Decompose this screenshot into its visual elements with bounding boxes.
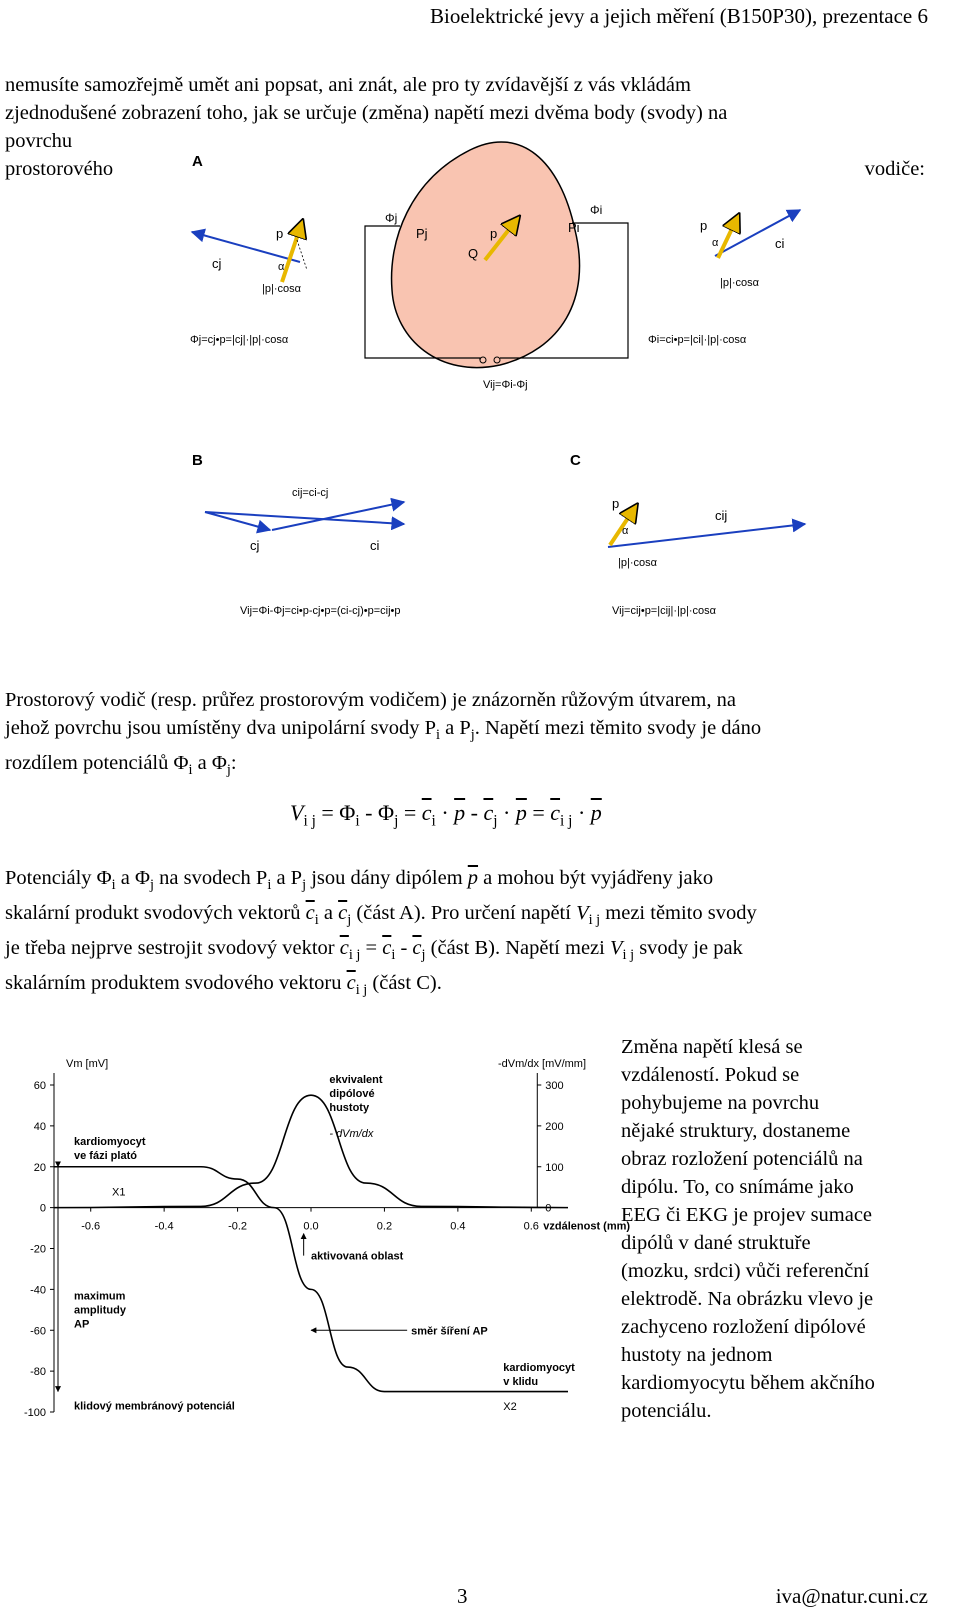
label-alpha-a: α <box>278 261 285 273</box>
text: (část B). Napětí mezi <box>425 937 610 960</box>
annotation-klid: kardiomyocyt <box>503 1362 575 1375</box>
annotation-dvdx: - dVm/dx <box>329 1128 374 1140</box>
text: a mohou být vyjádřeny jako <box>478 867 714 889</box>
subscript: j <box>302 877 307 894</box>
side-line: dipólu. To, co snímáme jako <box>621 1176 854 1198</box>
dipole-arrow-a <box>282 222 302 282</box>
chart-layer <box>24 1058 630 1419</box>
annotation-maximum: amplitudy <box>74 1304 126 1317</box>
subscript: j <box>421 947 426 964</box>
annotation-smer: směr šíření AP <box>411 1325 488 1338</box>
label-p-center: p <box>490 226 498 241</box>
label-q: Q <box>468 246 479 261</box>
eq-p: $\overline{p}$ <box>454 800 466 825</box>
vector-cij-b <box>272 502 404 530</box>
para2-line <box>5 864 925 899</box>
eq-cij: cij=ci-cj <box>292 487 329 499</box>
annotation-ekvivalent: hustoty <box>329 1102 370 1114</box>
subscript: j <box>150 877 154 894</box>
inline-p: $\overline{p}$ <box>467 867 479 889</box>
annotation-ekvivalent: dipólové <box>329 1088 375 1100</box>
text: a P <box>440 717 471 739</box>
intro-line-left: prostorového <box>5 158 114 180</box>
text: mezi těmito svody <box>600 902 757 925</box>
eq-sub: i j <box>303 812 316 830</box>
vector-cj-a <box>192 232 300 262</box>
text: a Φ <box>192 752 227 775</box>
subscript: i <box>391 947 396 964</box>
eq-text: - Φ <box>359 800 395 825</box>
eq-p: $\overline{p}$ <box>590 800 602 825</box>
subscript: i j <box>622 947 635 964</box>
subscript: i <box>314 912 319 929</box>
inline-c: $\overline{c}$ <box>338 902 348 925</box>
label-pcos-a: |p|·cosα <box>262 283 301 295</box>
text: jsou dány dipólem <box>306 867 468 889</box>
side-line: kardiomyocytu během akčního <box>621 1372 875 1394</box>
subscript: i j <box>588 912 601 929</box>
label-pi: Pi <box>568 220 580 235</box>
x-tick-label: -0.2 <box>228 1220 248 1233</box>
annotation-klid: v klidu <box>503 1376 539 1389</box>
label-phi-j: Φj <box>385 211 398 225</box>
side-line: pohybujeme na povrchu <box>621 1092 820 1114</box>
text: a Φ <box>115 867 150 889</box>
side-line: zachyceno rozložení dipólové <box>621 1316 866 1338</box>
side-line: vzdáleností. Pokud se <box>621 1064 800 1086</box>
para2-line <box>5 969 925 1004</box>
left-tick-label: -40 <box>30 1284 46 1297</box>
label-alpha-c: α <box>622 525 629 537</box>
label-cij-c: cij <box>715 508 728 523</box>
x-axis-label: vzdálenost (mm) <box>543 1220 631 1233</box>
eq-p: $\overline{p}$ <box>515 800 527 825</box>
para1-line <box>5 749 925 784</box>
eq-v: V <box>290 800 304 825</box>
main-equation <box>290 800 602 830</box>
text: skalárním produktem svodového vektoru <box>5 972 347 995</box>
text: je třeba nejprve sestrojit svodový vektor <box>5 937 340 960</box>
eq-right: Φi=ci•p=|ci|·|p|·cosα <box>648 334 747 346</box>
side-line: hustoty na jednom <box>621 1344 773 1366</box>
left-tick-label: 40 <box>33 1120 46 1133</box>
label-pcos-c: |p|·cosα <box>618 557 657 569</box>
inline-c: $\overline{c}$ <box>412 937 422 960</box>
eq-sub: j <box>493 812 498 830</box>
eq-c: $\overline{c}$ <box>550 800 561 825</box>
x-tick-label: 0.6 <box>523 1220 539 1233</box>
eq-c: $\overline{c}$ <box>483 800 494 825</box>
label-p-a: p <box>276 226 284 241</box>
para1-line: Prostorový vodič (resp. průřez prostorovým vodičem) je znázorněn růžovým útvarem, na <box>5 689 736 711</box>
dipole-density-chart <box>20 1050 631 1440</box>
inline-c: $\overline{c}$ <box>305 902 315 925</box>
annotation-klidovy: klidový membránový potenciál <box>74 1400 235 1413</box>
left-tick-label: -20 <box>30 1243 46 1256</box>
label-a: A <box>192 153 203 170</box>
subscript: j <box>347 912 352 929</box>
label-b: B <box>192 452 203 469</box>
text: . Napětí mezi těmito svody je dáno <box>474 717 762 739</box>
left-tick-label: 0 <box>39 1202 46 1215</box>
inline-c: $\overline{c}$ <box>339 937 349 960</box>
left-tick-label: -60 <box>30 1325 46 1338</box>
right-axis-label: -dVm/dx [mV/mm] <box>498 1058 587 1070</box>
running-header: Bioelektrické jevy a jejich měření (B150P30), prezentace 6 <box>430 4 928 28</box>
eq-sub: i j <box>560 812 573 830</box>
annotation-x1: X1 <box>112 1186 126 1199</box>
inline-c: $\overline{c}$ <box>382 937 392 960</box>
lead-vector-figure <box>0 0 960 640</box>
eq-c: Vij=cij•p=|cij|·|p|·cosα <box>612 605 716 617</box>
projection-line <box>297 240 307 270</box>
right-tick-label: 0 <box>545 1202 552 1215</box>
side-line: (mozku, srdci) vůči referenční <box>621 1260 870 1282</box>
eq-text: = <box>526 800 551 825</box>
label-c: C <box>570 452 581 469</box>
annotation-aktivovana: aktivovaná oblast <box>311 1250 404 1263</box>
x-tick-label: -0.4 <box>154 1220 174 1233</box>
right-tick-label: 200 <box>545 1120 564 1133</box>
eq-sub: i <box>431 812 436 830</box>
text: a <box>318 902 339 925</box>
x-tick-label: 0.2 <box>376 1220 393 1233</box>
footer-email[interactable]: iva@natur.cuni.cz <box>775 1584 928 1608</box>
dipole-arrow-right <box>718 216 738 258</box>
label-pj: Pj <box>416 226 428 241</box>
text: (část A). Pro určení napětí <box>351 902 577 925</box>
text: skalární produkt svodových vektorů <box>5 902 306 925</box>
subscript: i <box>111 877 116 894</box>
text: = <box>360 937 383 960</box>
annotation-plato: kardiomyocyt <box>74 1136 146 1148</box>
side-line: obraz rozložení potenciálů na <box>621 1148 863 1170</box>
eq-sub: j <box>394 812 399 830</box>
side-line: potenciálu. <box>621 1400 712 1422</box>
para2-line <box>5 934 925 969</box>
eq-vij: Vij=Φi-Φj <box>483 379 528 391</box>
subscript: j <box>470 727 475 744</box>
intro-line: zjednodušené zobrazení toho, jak se určuje (změna) napětí mezi dvěma body (svody) na <box>5 102 728 124</box>
label-alpha-right: α <box>712 237 719 249</box>
eq-text: = Φ <box>315 800 356 825</box>
inline-c: $\overline{c}$ <box>346 972 356 995</box>
side-line: EEG či EKG je projev sumace <box>621 1204 873 1226</box>
annotation-ekvivalent: ekvivalent <box>329 1074 383 1086</box>
page-number: 3 <box>457 1584 468 1608</box>
eq-text: - <box>465 800 484 825</box>
subscript: i <box>436 727 441 744</box>
paragraph-1 <box>5 686 925 784</box>
right-tick-label: 300 <box>545 1080 564 1092</box>
side-line: Změna napětí klesá se <box>621 1036 803 1058</box>
eq-text: · <box>497 800 516 825</box>
inline-v: V <box>609 937 623 960</box>
left-tick-label: -80 <box>30 1366 46 1379</box>
annotation-maximum: AP <box>74 1318 90 1331</box>
eq-text: = <box>398 800 422 825</box>
left-tick-label: 20 <box>33 1161 46 1174</box>
x-tick-label: 0.4 <box>450 1220 466 1233</box>
conductor-body <box>392 142 580 368</box>
subscript: i <box>188 762 193 779</box>
left-axis-label: Vm [mV] <box>66 1058 109 1070</box>
side-line: nějaké struktury, dostaneme <box>621 1120 851 1142</box>
text: rozdílem potenciálů Φ <box>5 752 189 775</box>
right-tick-label: 100 <box>545 1161 564 1174</box>
para2-line <box>5 899 925 934</box>
label-phi-i: Φi <box>590 203 603 217</box>
subscript: i j <box>355 982 368 999</box>
side-line: elektrodě. Na obrázku vlevo je <box>621 1288 874 1310</box>
subscript: i j <box>348 947 361 964</box>
text: na svodech P <box>154 867 268 889</box>
series-vm-line <box>54 1167 568 1392</box>
subscript: j <box>226 762 231 779</box>
side-paragraph <box>621 1033 926 1425</box>
intro-line: povrchu <box>5 130 73 152</box>
left-tick-label: -100 <box>23 1407 46 1419</box>
eq-sub: i <box>355 812 360 830</box>
annotation-maximum: maximum <box>74 1290 126 1303</box>
annotation-plato: ve fázi plató <box>74 1150 137 1162</box>
left-tick-label: 60 <box>33 1080 46 1092</box>
label-ci-b: ci <box>370 538 380 553</box>
x-tick-label: 0.0 <box>303 1220 319 1233</box>
text: - <box>395 937 413 960</box>
text: jehož povrchu jsou umístěny dva unipolární svody P <box>5 717 437 739</box>
text: a P <box>271 867 303 889</box>
label-pcos-right: |p|·cosα <box>720 277 759 289</box>
intro-line: nemusíte samozřejmě umět ani popsat, ani znát, ale pro ty zvídavější z vás vkládám <box>5 74 691 96</box>
label-ci-a: ci <box>775 236 785 251</box>
vector-cij-c <box>608 524 805 547</box>
annotation-x2: X2 <box>503 1401 517 1413</box>
label-p-right: p <box>700 218 708 233</box>
text: svody je pak <box>634 937 743 960</box>
x-tick-label: -0.6 <box>81 1220 101 1233</box>
subscript: i <box>267 877 272 894</box>
eq-text: · <box>572 800 591 825</box>
eq-c: $\overline{c}$ <box>421 800 432 825</box>
eq-b: Vij=Φi-Φj=ci•p-cj•p=(ci-cj)•p=cij•p <box>240 605 401 617</box>
side-line: dipólů v dané struktuře <box>621 1232 811 1254</box>
label-cj-a: cj <box>212 256 222 271</box>
eq-left: Φj=cj•p=|cj|·|p|·cosα <box>190 334 289 346</box>
inline-v: V <box>576 902 589 925</box>
label-cj-b: cj <box>250 538 260 553</box>
intro-line-right: vodiče: <box>864 158 925 180</box>
eq-text: · <box>435 800 455 825</box>
text: (část C). <box>367 972 442 995</box>
para1-line <box>5 714 925 749</box>
text: Potenciály Φ <box>5 867 112 889</box>
paragraph-2 <box>5 864 925 1004</box>
label-p-c: p <box>612 496 620 511</box>
text: : <box>230 752 237 775</box>
